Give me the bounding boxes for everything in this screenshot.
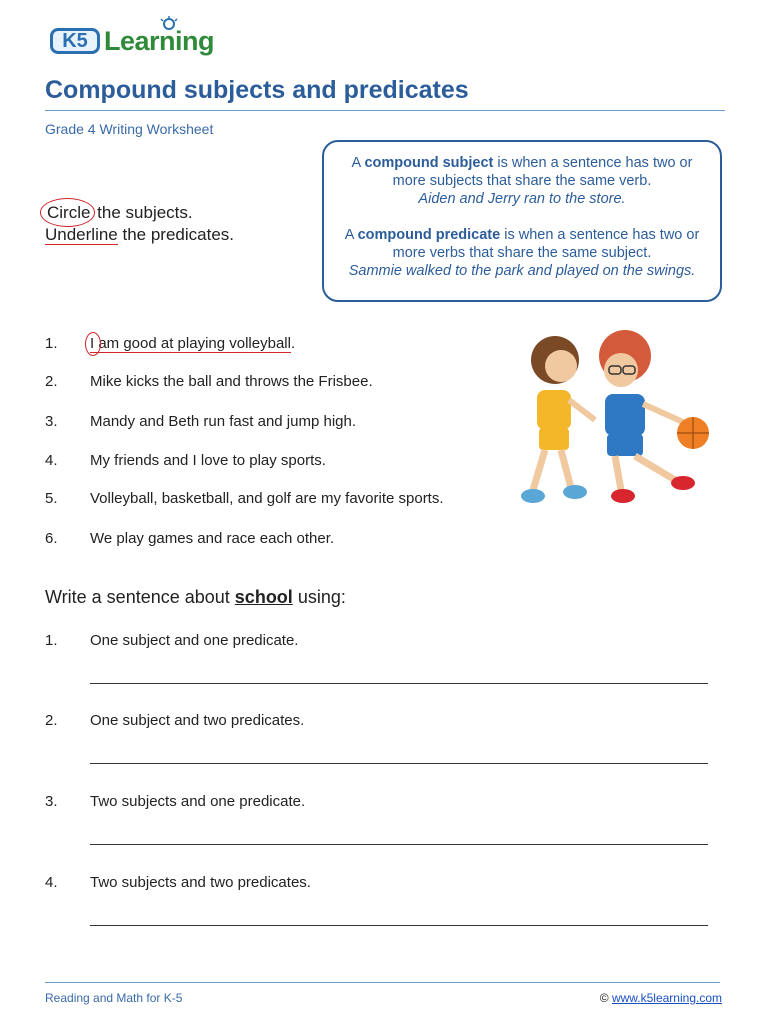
predicate-def-pre: A bbox=[344, 227, 358, 243]
title-divider bbox=[45, 110, 725, 111]
question-number: 1. bbox=[45, 335, 58, 352]
prompt-text: Two subjects and one predicate. bbox=[90, 793, 306, 810]
predicate-example: Sammie walked to the park and played on the swings. bbox=[348, 263, 696, 279]
instruction-circle bbox=[45, 202, 234, 224]
subject-circled: I bbox=[90, 335, 95, 352]
instructions bbox=[45, 202, 234, 246]
question-text: Mike kicks the ball and throws the Frisbee. bbox=[90, 373, 373, 390]
question-text: Volleyball, basketball, and golf are my favorite sports. bbox=[90, 490, 444, 507]
logo-mark: K5 bbox=[50, 28, 100, 54]
prompt-text: Two subjects and two predicates. bbox=[90, 874, 311, 891]
prompt-text: One subject and one predicate. bbox=[90, 632, 299, 649]
prompt-number: 1. bbox=[45, 632, 58, 649]
question-number: 6. bbox=[45, 530, 58, 547]
website-link[interactable]: www.k5learning.com bbox=[611, 991, 722, 1005]
logo-star-icon bbox=[159, 16, 179, 32]
prompt-number: 3. bbox=[45, 793, 58, 810]
page-title: Compound subjects and predicates bbox=[45, 76, 469, 104]
question-number: 2. bbox=[45, 373, 58, 390]
footer-divider bbox=[45, 982, 720, 983]
prompt-number: 2. bbox=[45, 712, 58, 729]
subject-example: Aiden and Jerry ran to the store. bbox=[418, 191, 626, 207]
prompt-number: 4. bbox=[45, 874, 58, 891]
k5-learning-logo bbox=[46, 16, 216, 60]
question-text: Mandy and Beth run fast and jump high. bbox=[90, 413, 357, 430]
question-text: We play games and race each other. bbox=[90, 530, 335, 547]
subject-def-pre: A bbox=[351, 155, 365, 171]
circle-rest: the subjects. bbox=[92, 203, 193, 222]
instruction-underline bbox=[45, 224, 234, 246]
question-text bbox=[90, 335, 295, 352]
predicate-term: compound predicate bbox=[357, 227, 501, 243]
circle-word: Circle bbox=[47, 203, 91, 222]
answer-line[interactable] bbox=[90, 925, 708, 926]
question-number: 5. bbox=[45, 490, 58, 507]
copyright-symbol: © bbox=[599, 991, 609, 1005]
predicate-underlined: am good at playing volleyball bbox=[94, 335, 291, 352]
page-subtitle: Grade 4 Writing Worksheet bbox=[45, 121, 214, 137]
subject-definition bbox=[334, 154, 710, 190]
predicate-def-post: is when a sentence has two or more verbs that share the same subject. bbox=[392, 227, 700, 261]
subject-term: compound subject bbox=[364, 155, 494, 171]
answer-line[interactable] bbox=[90, 763, 708, 764]
kids-basketball-illustration bbox=[515, 330, 715, 515]
writing-heading bbox=[45, 587, 346, 608]
subject-def-post: is when a sentence has two or more subjects that share the same verb. bbox=[392, 155, 693, 189]
question-number: 3. bbox=[45, 413, 58, 430]
logo-word: Learning bbox=[104, 26, 215, 56]
footer-tagline: Reading and Math for K-5 bbox=[45, 991, 183, 1005]
question-text: My friends and I love to play sports. bbox=[90, 452, 326, 469]
underline-rest: the predicates. bbox=[117, 225, 235, 244]
question-number: 4. bbox=[45, 452, 58, 469]
predicate-definition bbox=[334, 226, 710, 262]
prompt-text: One subject and two predicates. bbox=[90, 712, 305, 729]
answer-line[interactable] bbox=[90, 844, 708, 845]
writing-keyword: school bbox=[234, 587, 293, 607]
sentence-end: . bbox=[290, 335, 296, 352]
writing-heading-post: using: bbox=[292, 587, 346, 607]
writing-heading-pre: Write a sentence about bbox=[45, 587, 235, 607]
underline-word: Underline bbox=[45, 225, 118, 244]
definition-box bbox=[322, 140, 722, 302]
answer-line[interactable] bbox=[90, 683, 708, 684]
footer-credit bbox=[600, 991, 722, 1005]
